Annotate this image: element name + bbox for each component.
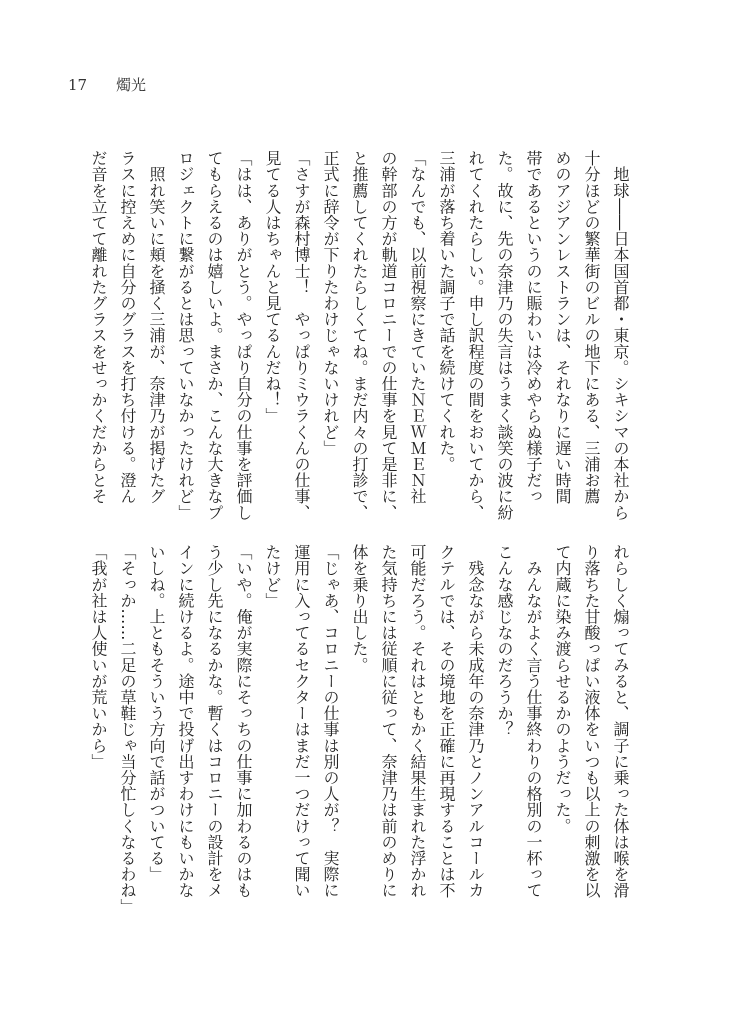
text-line: の幹部の方が軌道コロニーでの仕事を見て是非に、 (379, 150, 398, 521)
text-line: 可能だろう。それはともかく結果生まれた浮かれ (408, 544, 427, 899)
text-line: めのアジアンレストランは、それなりに遅い時間 (553, 150, 572, 505)
text-block-lower (84, 544, 635, 914)
text-line: みんながよく言う仕事終わりの格別の一杯って (524, 544, 543, 899)
text-line: たけど」 (263, 544, 282, 609)
text-line: 「はは、ありがとう。やっぱり自分の仕事を評価し (234, 150, 253, 521)
text-block-upper (84, 150, 635, 521)
text-line: た気持ちには従順に従って、奈津乃は前のめりに (379, 544, 398, 899)
text-line: れてくれたらしい。申し訳程度の間をおいてから、 (466, 150, 485, 521)
text-line: り落ちた甘酸っぱい液体をいつも以上の刺激を以 (582, 544, 601, 899)
text-line: 見てる人はちゃんと見てるんだね！」 (263, 150, 282, 424)
text-line: 三浦が落ち着いた調子で話を続けてくれた。 (437, 150, 456, 472)
text-line: 「なんでも、以前視察にきていたＮＥＷＭＥＮ社 (408, 150, 427, 505)
text-line: 照れ笑いに頬を掻く三浦が、奈津乃が掲げたグ (147, 150, 166, 505)
text-line: ラスに控えめに自分のグラスを打ち付ける。澄ん (118, 150, 137, 505)
text-line: 地球――日本国首都・東京。シキシマの本社から (611, 150, 630, 521)
chapter-title: 燭光 (116, 76, 147, 94)
text-line: こんな感じなのだろうか？ (495, 544, 514, 738)
text-line: だ音を立てて離れたグラスをせっかくだからとそ (89, 150, 108, 505)
text-line: いしね。上ともそういう方向で話がついてる」 (147, 544, 166, 883)
page-header (68, 74, 146, 95)
page-number: 17 (68, 76, 88, 94)
text-line: 「じゃあ、コロニーの仕事は別の人が？ 実際に (321, 544, 340, 899)
text-line: 「そっか……二足の草鞋じゃ当分忙しくなるわね」 (118, 544, 137, 915)
text-line: て内蔵に染み渡らせるかのようだった。 (553, 544, 572, 834)
text-line: 帯であるというのに賑わいは冷めやらぬ様子だっ (524, 150, 543, 505)
text-line: 「我が社は人使いが荒いから」 (89, 544, 108, 770)
text-line: 十分ほどの繁華街のビルの地下にある、三浦お薦 (582, 150, 601, 505)
text-line: と推薦してくれたらしくてね。まだ内々の打診で、 (350, 150, 369, 521)
text-line: インに続けるよ。途中で投げ出すわけにもいかな (176, 544, 195, 899)
text-line: れらしく煽ってみると、調子に乗った体は喉を滑 (611, 544, 630, 899)
text-line: ロジェクトに繋がるとは思っていなかったけれど」 (176, 150, 195, 521)
text-line: 「さすが森村博士！ やっぱりミウラくんの仕事、 (292, 150, 311, 521)
text-line: 運用に入ってるセクターはまだ一つだけって聞い (292, 544, 311, 899)
text-line: 正式に辞令が下りたわけじゃないけれど」 (321, 150, 340, 456)
text-line: てもらえるのは嬉しいよ。まさか、こんな大きなプ (205, 150, 224, 521)
text-line: た。故に、先の奈津乃の失言はうまく談笑の波に紛 (495, 150, 514, 521)
text-line: 「いや。俺が実際にそっちの仕事に加わるのはも (234, 544, 253, 899)
text-line: クテルでは、その境地を正確に再現することは不 (437, 544, 456, 899)
text-line: 体を乗り出した。 (350, 544, 369, 673)
text-line: 残念ながら未成年の奈津乃とノンアルコールカ (466, 544, 485, 899)
text-line: う少し先になるかな。暫くはコロニーの設計をメ (205, 544, 224, 899)
